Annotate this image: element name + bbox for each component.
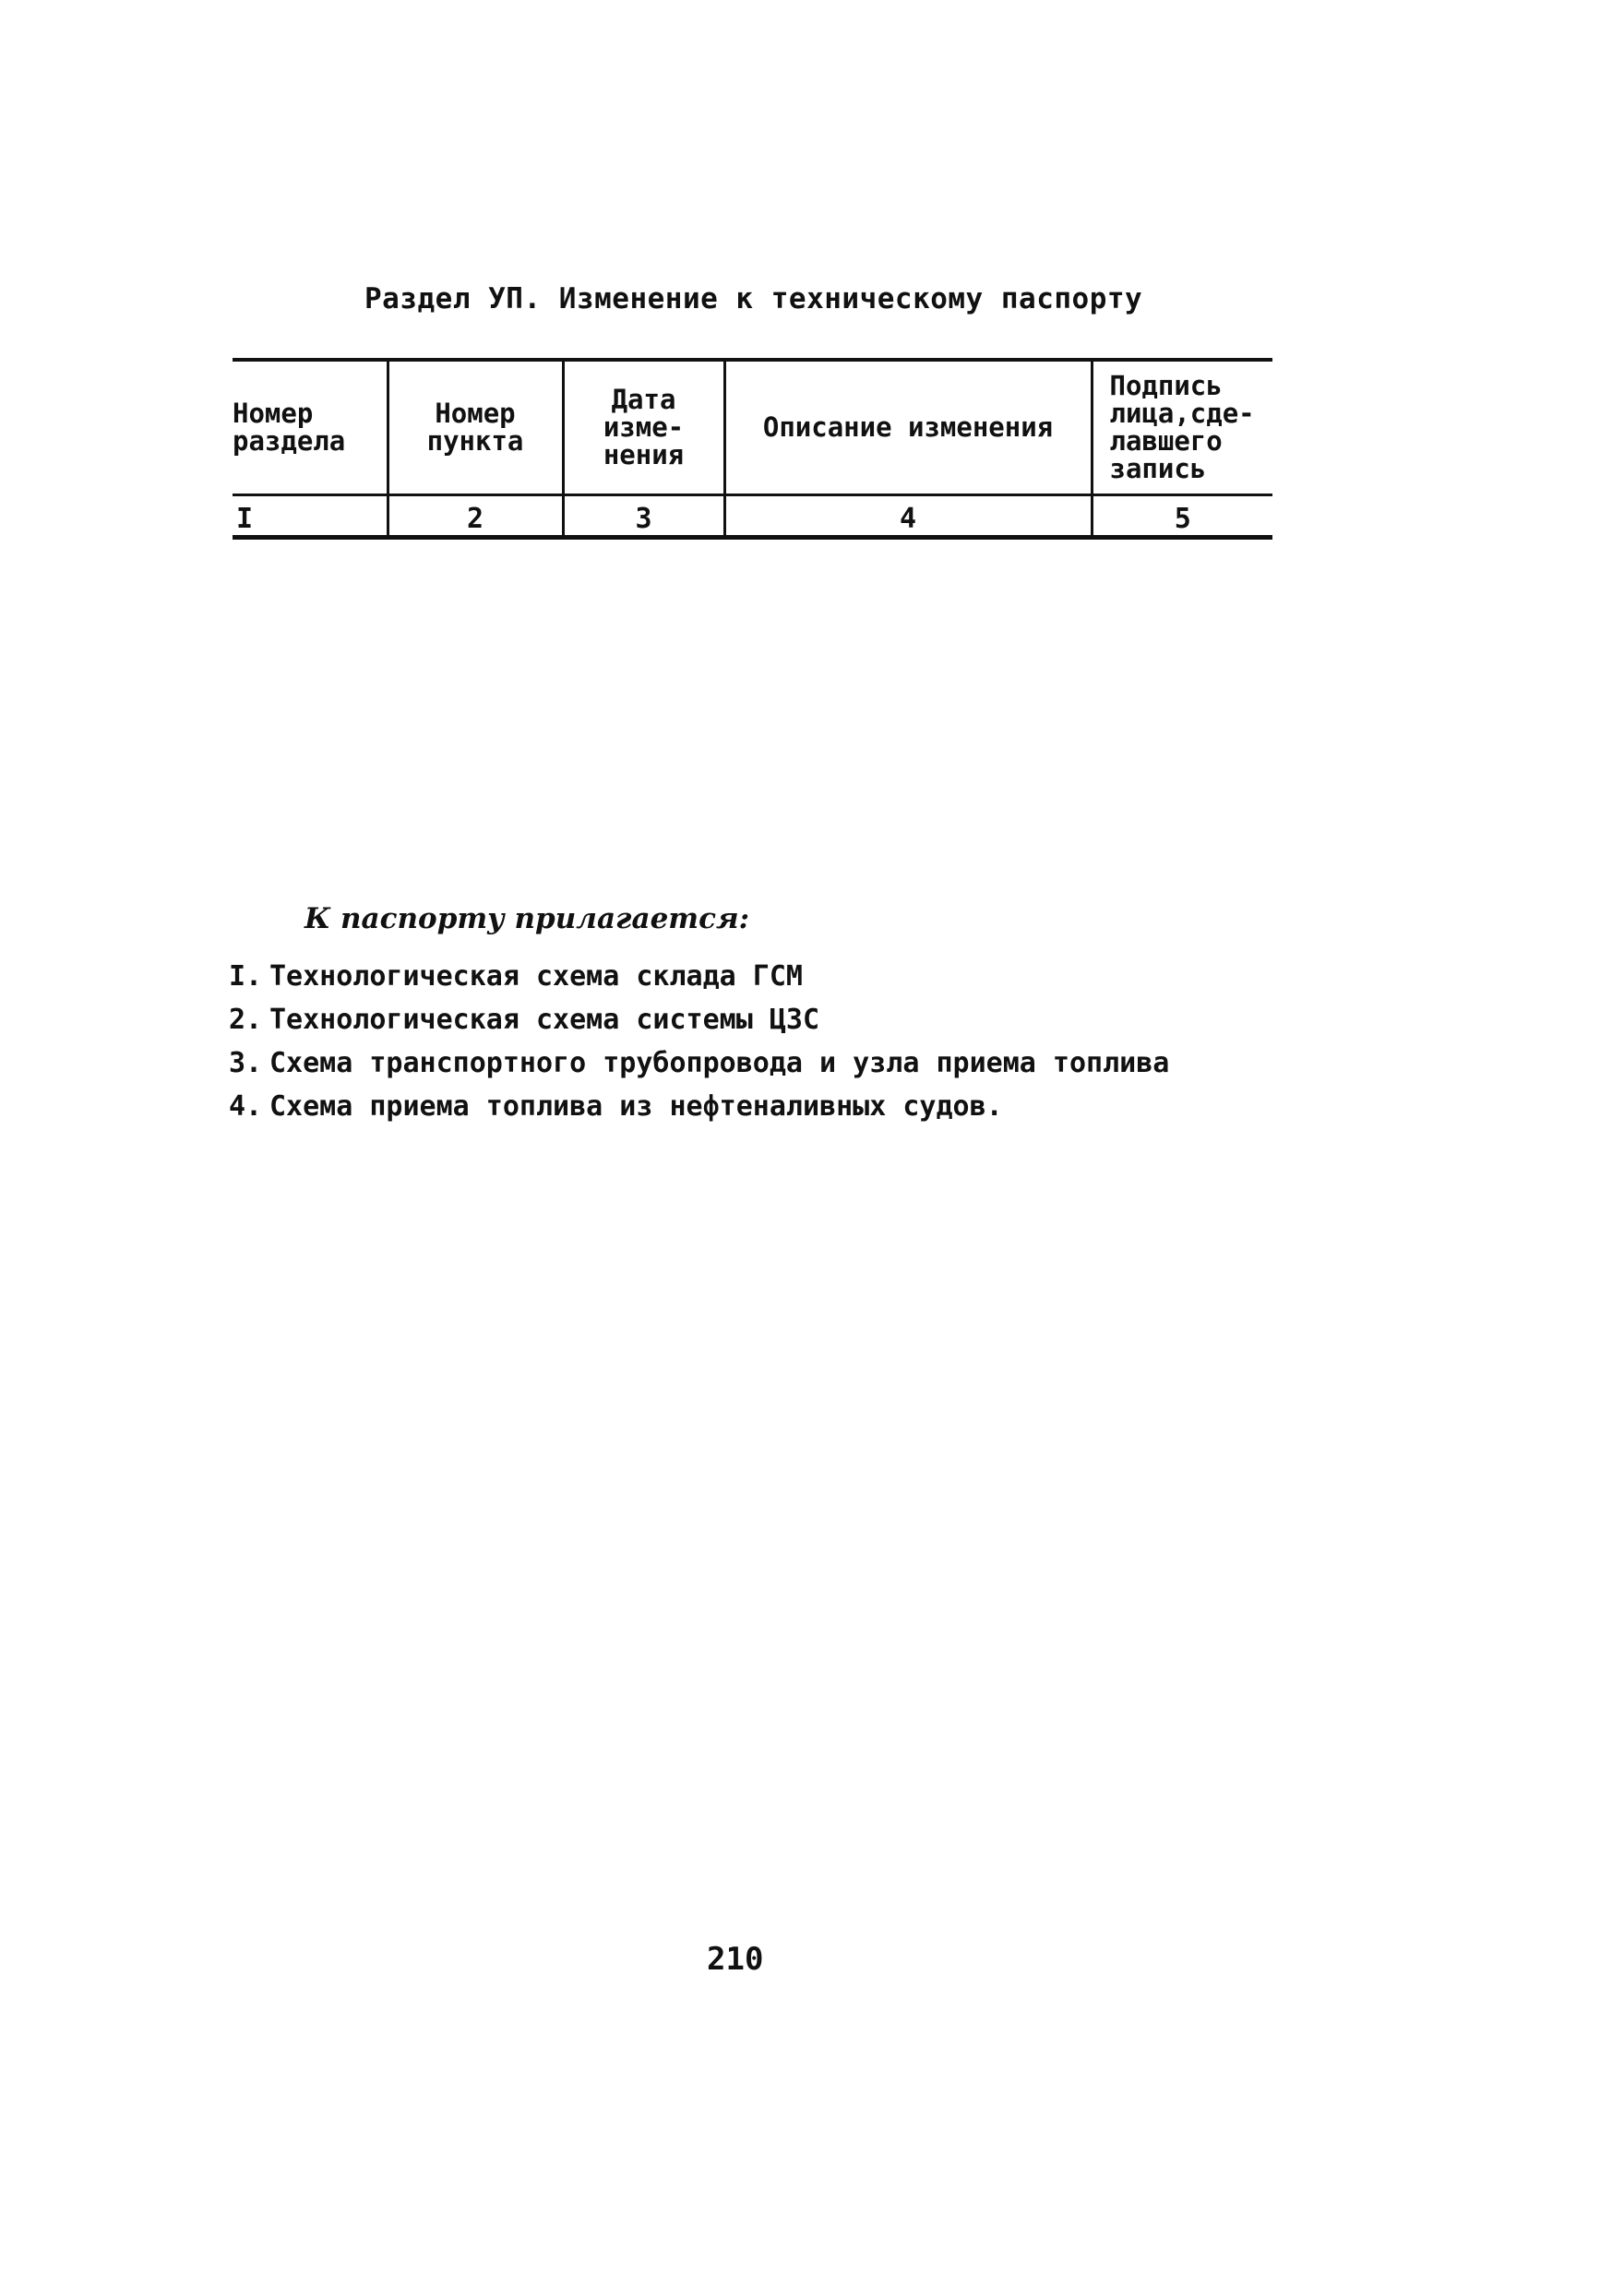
- list-item-number: I.: [229, 960, 263, 993]
- changes-table: [233, 358, 1272, 540]
- list-item-text: Технологическая схема системы ЦЗС: [269, 1004, 820, 1036]
- header-change-date: Дата изме- нения: [563, 360, 724, 494]
- list-item-text: Схема приема топлива из нефтеналивных судов.: [269, 1090, 1003, 1123]
- table-number-row: [233, 494, 1272, 537]
- list-item-number: 2.: [229, 1004, 263, 1036]
- header-section-number: Номер раздела: [233, 360, 388, 494]
- attachments-heading: К паспорту прилагается:: [304, 902, 750, 935]
- list-item: [229, 1085, 1169, 1128]
- section-title: Раздел УП. Изменение к техническому паспорту: [364, 282, 1143, 315]
- list-item-number: 4.: [229, 1090, 263, 1123]
- page-number: 210: [707, 1941, 764, 1978]
- table-header-row: [233, 360, 1272, 494]
- header-signature: Подпись лица,сде- лавшего запись: [1092, 360, 1272, 494]
- column-number-3: 3: [563, 494, 724, 537]
- list-item: [229, 998, 1169, 1041]
- attachments-list: [229, 955, 1169, 1128]
- column-number-1: I: [233, 494, 388, 537]
- column-number-2: 2: [388, 494, 563, 537]
- list-item: [229, 955, 1169, 998]
- header-item-number: Номер пункта: [388, 360, 563, 494]
- header-change-description: Описание изменения: [724, 360, 1092, 494]
- list-item-text: Технологическая схема склада ГСМ: [269, 960, 803, 993]
- column-number-4: 4: [724, 494, 1092, 537]
- column-number-5: 5: [1092, 494, 1272, 537]
- list-item: [229, 1041, 1169, 1085]
- list-item-text: Схема транспортного трубопровода и узла приема топлива: [269, 1047, 1170, 1079]
- list-item-number: 3.: [229, 1047, 263, 1079]
